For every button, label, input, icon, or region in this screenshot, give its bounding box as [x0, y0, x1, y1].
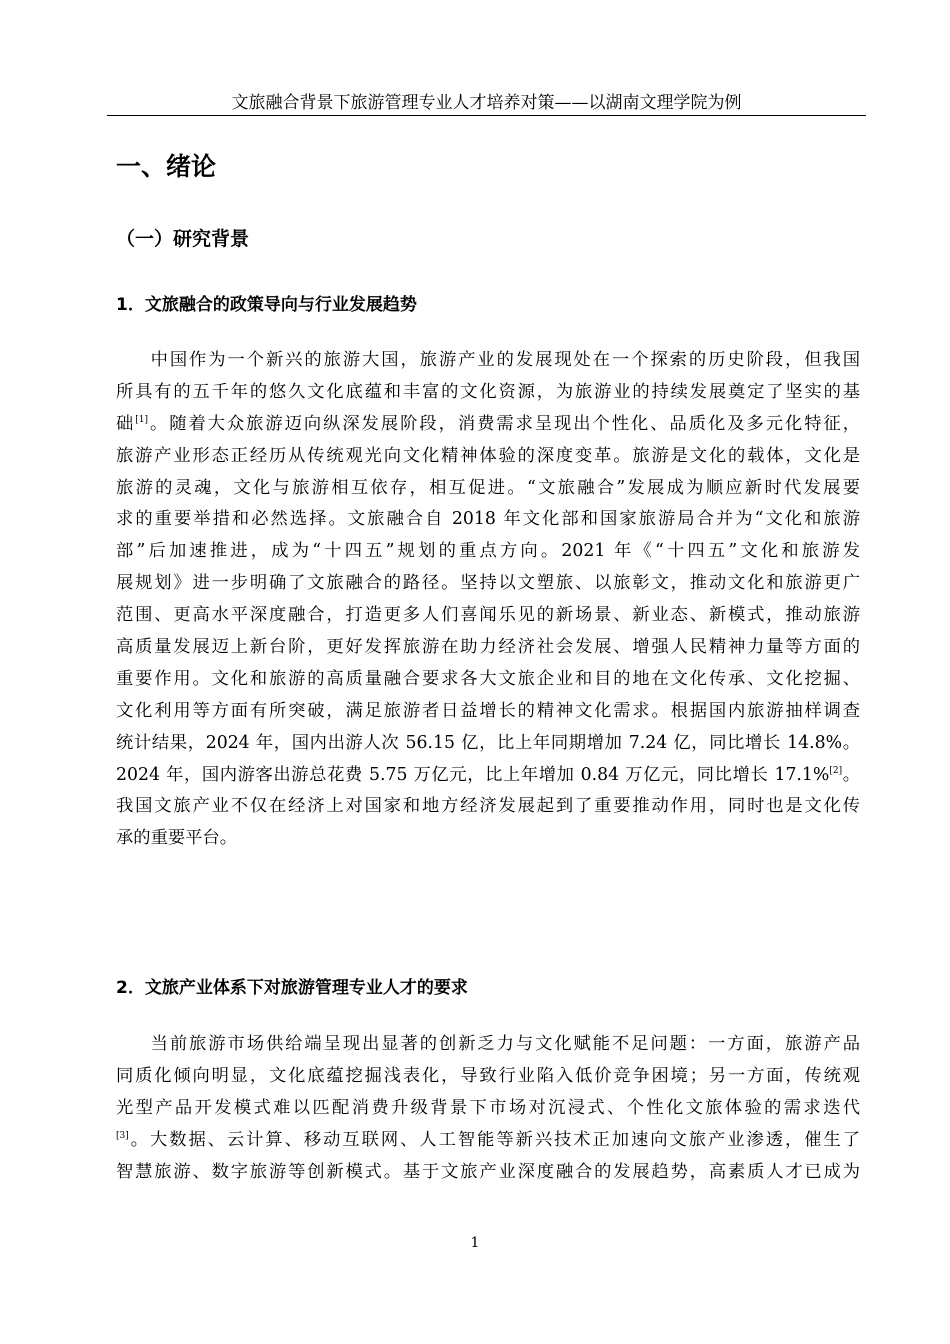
text-line: 所具有的五千年的悠久文化底蕴和丰富的文化资源，为旅游业的持续发展奠定了坚实的基 — [116, 381, 860, 402]
citation-ref[interactable]: [1] — [135, 414, 148, 425]
text-line: 中国作为一个新兴的旅游大国，旅游产业的发展现处在一个探索的历史阶段，但我国 — [150, 350, 860, 370]
citation-ref[interactable]: [2] — [829, 765, 843, 776]
subsection-heading-2: 2．文旅产业体系下对旅游管理专业人才的要求 — [116, 978, 468, 998]
text-segment: 。大数据、云计算、移动互联网、人工智能等新兴技术正加速向文旅产业渗透，催生了 — [128, 1129, 860, 1150]
text-segment: 2024 年，国内游客出游总花费 5.75 万亿元，比上年增加 0.84 万亿元，同比增长 17.1% — [116, 764, 830, 785]
text-segment: 。随着大众旅游迈向纵深发展阶段，消费需求呈现出个性化、品质化及多元化特征， — [148, 413, 860, 434]
text-line: 光型产品开发模式难以匹配消费升级背景下市场对沉浸式、个性化文旅体验的需求迭代 — [116, 1097, 860, 1118]
text-line: 我国文旅产业不仅在经济上对国家和地方经济发展起到了重要推动作用，同时也是文化传 — [116, 796, 860, 817]
text-segment: 础 — [116, 413, 136, 434]
text-line: 重要作用。文化和旅游的高质量融合要求各大文旅企业和目的地在文化传承、文化挖掘、 — [116, 668, 860, 689]
text-line — [116, 409, 860, 441]
text-line: 旅游产业形态正经历从传统观光向文化精神体验的深度变革。旅游是文化的载体，文化是 — [116, 445, 860, 466]
chapter-heading: 一、绪论 — [116, 152, 217, 181]
text-line: 部”后加速推进，成为“十四五”规划的重点方向。2021 年《“十四五”文化和旅游发 — [116, 541, 860, 562]
text-line: 求的重要举措和必然选择。文旅融合自 2018 年文化部和国家旅游局合并为“文化和旅游 — [116, 509, 860, 530]
text-line: 统计结果，2024 年，国内出游人次 56.15 亿，比上年同期增加 7.24 亿，同比增长 14.8%。 — [116, 732, 860, 753]
page-number: 1 — [470, 1235, 480, 1251]
text-segment: 。 — [842, 764, 860, 785]
body-paragraph-2 — [116, 1029, 860, 1188]
running-header — [107, 92, 866, 116]
text-line: 旅游的灵魂，文化与旅游相互依存，相互促进。“文旅融合”发展成为顺应新时代发展要 — [116, 477, 860, 498]
body-paragraph-1 — [116, 345, 860, 855]
text-line: 展规划》进一步明确了文旅融合的路径。坚持以文塑旅、以旅彰文，推动文化和旅游更广 — [116, 573, 860, 594]
text-line: 承的重要平台。 — [116, 828, 237, 849]
section-heading: （一）研究背景 — [116, 228, 250, 250]
text-line: 同质化倾向明显，文化底蕴挖掘浅表化，导致行业陷入低价竞争困境；另一方面，传统观 — [116, 1065, 860, 1086]
text-line: 范围、更高水平深度融合，打造更多人们喜闻乐见的新场景、新业态、新模式，推动旅游 — [116, 605, 860, 626]
running-title: 文旅融合背景下旅游管理专业人才培养对策——以湖南文理学院为例 — [231, 93, 742, 113]
text-line — [116, 760, 860, 792]
text-line: 智慧旅游、数字旅游等创新模式。基于文旅产业深度融合的发展趋势，高素质人才已成为 — [116, 1161, 860, 1182]
text-line: 高质量发展迈上新台阶，更好发挥旅游在助力经济社会发展、增强人民精神力量等方面的 — [116, 637, 860, 658]
text-line — [116, 1125, 860, 1157]
citation-ref[interactable]: [3] — [116, 1130, 129, 1141]
subsection-heading-1: 1．文旅融合的政策导向与行业发展趋势 — [116, 295, 417, 315]
text-line: 文化利用等方面有所突破，满足旅游者日益增长的精神文化需求。根据国内旅游抽样调查 — [116, 700, 860, 721]
text-line: 当前旅游市场供给端呈现出显著的创新乏力与文化赋能不足问题：一方面，旅游产品 — [150, 1034, 860, 1054]
